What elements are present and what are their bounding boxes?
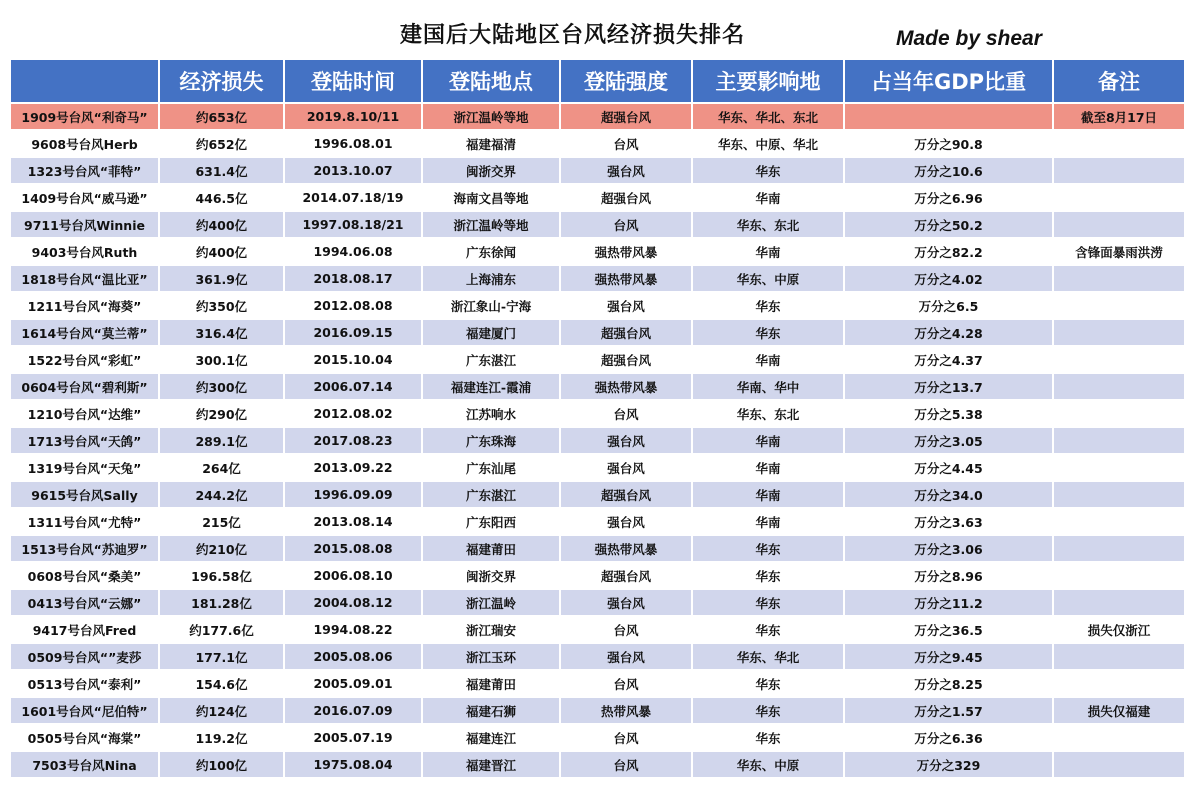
landfall-date-cell: 2006.07.14 bbox=[284, 373, 422, 400]
landfall-location-cell: 福建连江-霞浦 bbox=[422, 373, 560, 400]
region-cell: 华南 bbox=[692, 427, 844, 454]
table-body bbox=[11, 103, 1185, 778]
region-cell: 华东、东北 bbox=[692, 211, 844, 238]
landfall-date-cell: 1997.08.18/21 bbox=[284, 211, 422, 238]
region-cell: 华南、华中 bbox=[692, 373, 844, 400]
landfall-location-cell: 广东湛江 bbox=[422, 481, 560, 508]
region-cell: 华东、中原、华北 bbox=[692, 130, 844, 157]
note-cell: 损失仅浙江 bbox=[1053, 616, 1185, 643]
typhoon-name-cell: 1211号台风“海葵” bbox=[11, 292, 159, 319]
loss-cell: 约652亿 bbox=[159, 130, 284, 157]
intensity-cell: 台风 bbox=[560, 616, 692, 643]
landfall-date-cell: 2012.08.08 bbox=[284, 292, 422, 319]
landfall-date-cell: 2019.8.10/11 bbox=[284, 103, 422, 130]
landfall-location-cell: 福建连江 bbox=[422, 724, 560, 751]
intensity-cell: 强台风 bbox=[560, 454, 692, 481]
landfall-location-cell: 广东汕尾 bbox=[422, 454, 560, 481]
loss-cell: 215亿 bbox=[159, 508, 284, 535]
typhoon-name-cell: 7503号台风Nina bbox=[11, 751, 159, 778]
column-header-region: 主要影响地 bbox=[692, 60, 844, 103]
note-cell bbox=[1053, 535, 1185, 562]
table-row bbox=[11, 238, 1185, 265]
landfall-location-cell: 浙江瑞安 bbox=[422, 616, 560, 643]
table-row bbox=[11, 292, 1185, 319]
table-row bbox=[11, 265, 1185, 292]
table-header-row bbox=[11, 60, 1185, 103]
landfall-date-cell: 2013.10.07 bbox=[284, 157, 422, 184]
intensity-cell: 台风 bbox=[560, 130, 692, 157]
table-row bbox=[11, 319, 1185, 346]
loss-cell: 约400亿 bbox=[159, 211, 284, 238]
note-cell: 含锋面暴雨洪涝 bbox=[1053, 238, 1185, 265]
region-cell: 华东 bbox=[692, 697, 844, 724]
typhoon-name-cell: 0604号台风“碧利斯” bbox=[11, 373, 159, 400]
note-cell bbox=[1053, 211, 1185, 238]
region-cell: 华南 bbox=[692, 184, 844, 211]
landfall-location-cell: 广东湛江 bbox=[422, 346, 560, 373]
region-cell: 华东 bbox=[692, 292, 844, 319]
note-cell bbox=[1053, 184, 1185, 211]
loss-cell: 631.4亿 bbox=[159, 157, 284, 184]
table-row-highlighted bbox=[11, 103, 1185, 130]
typhoon-name-cell: 0509号台风“”麦莎 bbox=[11, 643, 159, 670]
column-header-intensity: 登陆强度 bbox=[560, 60, 692, 103]
note-cell bbox=[1053, 508, 1185, 535]
landfall-location-cell: 江苏响水 bbox=[422, 400, 560, 427]
typhoon-name-cell: 1409号台风“威马逊” bbox=[11, 184, 159, 211]
landfall-location-cell: 福建厦门 bbox=[422, 319, 560, 346]
landfall-location-cell: 福建莆田 bbox=[422, 535, 560, 562]
table-row bbox=[11, 751, 1185, 778]
gdp-ratio-cell: 万分之82.2 bbox=[844, 238, 1053, 265]
note-cell bbox=[1053, 589, 1185, 616]
gdp-ratio-cell: 万分之3.63 bbox=[844, 508, 1053, 535]
typhoon-name-cell: 1601号台风“尼伯特” bbox=[11, 697, 159, 724]
table-row bbox=[11, 589, 1185, 616]
landfall-date-cell: 2004.08.12 bbox=[284, 589, 422, 616]
landfall-date-cell: 2017.08.23 bbox=[284, 427, 422, 454]
typhoon-name-cell: 1210号台风“达维” bbox=[11, 400, 159, 427]
gdp-ratio-cell: 万分之34.0 bbox=[844, 481, 1053, 508]
intensity-cell: 强台风 bbox=[560, 589, 692, 616]
region-cell: 华南 bbox=[692, 454, 844, 481]
typhoon-name-cell: 1522号台风“彩虹” bbox=[11, 346, 159, 373]
landfall-date-cell: 1975.08.04 bbox=[284, 751, 422, 778]
region-cell: 华南 bbox=[692, 481, 844, 508]
intensity-cell: 台风 bbox=[560, 670, 692, 697]
note-cell bbox=[1053, 265, 1185, 292]
gdp-ratio-cell: 万分之6.5 bbox=[844, 292, 1053, 319]
table-row bbox=[11, 346, 1185, 373]
intensity-cell: 超强台风 bbox=[560, 346, 692, 373]
author-credit: Made by shear bbox=[896, 27, 1042, 50]
landfall-date-cell: 1996.08.01 bbox=[284, 130, 422, 157]
loss-cell: 181.28亿 bbox=[159, 589, 284, 616]
loss-cell: 300.1亿 bbox=[159, 346, 284, 373]
region-cell: 华东、中原 bbox=[692, 265, 844, 292]
table-row bbox=[11, 616, 1185, 643]
loss-cell: 约290亿 bbox=[159, 400, 284, 427]
gdp-ratio-cell bbox=[844, 103, 1053, 130]
landfall-date-cell: 2005.09.01 bbox=[284, 670, 422, 697]
landfall-location-cell: 浙江玉环 bbox=[422, 643, 560, 670]
landfall-date-cell: 2016.07.09 bbox=[284, 697, 422, 724]
landfall-location-cell: 福建晋江 bbox=[422, 751, 560, 778]
typhoon-name-cell: 9608号台风Herb bbox=[11, 130, 159, 157]
loss-cell: 316.4亿 bbox=[159, 319, 284, 346]
table-row bbox=[11, 454, 1185, 481]
column-header-notes: 备注 bbox=[1053, 60, 1185, 103]
gdp-ratio-cell: 万分之90.8 bbox=[844, 130, 1053, 157]
gdp-ratio-cell: 万分之9.45 bbox=[844, 643, 1053, 670]
column-header-loss: 经济损失 bbox=[159, 60, 284, 103]
landfall-date-cell: 1994.06.08 bbox=[284, 238, 422, 265]
region-cell: 华东、华北、东北 bbox=[692, 103, 844, 130]
typhoon-name-cell: 9403号台风Ruth bbox=[11, 238, 159, 265]
typhoon-name-cell: 1713号台风“天鸽” bbox=[11, 427, 159, 454]
landfall-date-cell: 1994.08.22 bbox=[284, 616, 422, 643]
intensity-cell: 强台风 bbox=[560, 508, 692, 535]
landfall-location-cell: 福建石狮 bbox=[422, 697, 560, 724]
region-cell: 华东 bbox=[692, 670, 844, 697]
region-cell: 华东、中原 bbox=[692, 751, 844, 778]
intensity-cell: 强台风 bbox=[560, 427, 692, 454]
loss-cell: 约400亿 bbox=[159, 238, 284, 265]
loss-cell: 289.1亿 bbox=[159, 427, 284, 454]
gdp-ratio-cell: 万分之4.45 bbox=[844, 454, 1053, 481]
landfall-location-cell: 海南文昌等地 bbox=[422, 184, 560, 211]
landfall-date-cell: 2015.10.04 bbox=[284, 346, 422, 373]
region-cell: 华东、东北 bbox=[692, 400, 844, 427]
intensity-cell: 强热带风暴 bbox=[560, 265, 692, 292]
gdp-ratio-cell: 万分之11.2 bbox=[844, 589, 1053, 616]
table-row bbox=[11, 481, 1185, 508]
gdp-ratio-cell: 万分之5.38 bbox=[844, 400, 1053, 427]
gdp-ratio-cell: 万分之13.7 bbox=[844, 373, 1053, 400]
gdp-ratio-cell: 万分之8.25 bbox=[844, 670, 1053, 697]
intensity-cell: 台风 bbox=[560, 724, 692, 751]
region-cell: 华南 bbox=[692, 238, 844, 265]
typhoon-name-cell: 1323号台风“菲特” bbox=[11, 157, 159, 184]
note-cell bbox=[1053, 643, 1185, 670]
loss-cell: 196.58亿 bbox=[159, 562, 284, 589]
loss-cell: 154.6亿 bbox=[159, 670, 284, 697]
gdp-ratio-cell: 万分之6.96 bbox=[844, 184, 1053, 211]
intensity-cell: 超强台风 bbox=[560, 319, 692, 346]
loss-cell: 约653亿 bbox=[159, 103, 284, 130]
landfall-location-cell: 福建福清 bbox=[422, 130, 560, 157]
loss-cell: 244.2亿 bbox=[159, 481, 284, 508]
table-row bbox=[11, 427, 1185, 454]
note-cell bbox=[1053, 481, 1185, 508]
note-cell bbox=[1053, 427, 1185, 454]
note-cell: 截至8月17日 bbox=[1053, 103, 1185, 130]
table-row bbox=[11, 562, 1185, 589]
region-cell: 华东 bbox=[692, 157, 844, 184]
table-row bbox=[11, 724, 1185, 751]
intensity-cell: 台风 bbox=[560, 211, 692, 238]
region-cell: 华南 bbox=[692, 508, 844, 535]
note-cell bbox=[1053, 292, 1185, 319]
landfall-location-cell: 浙江温岭等地 bbox=[422, 103, 560, 130]
table-row bbox=[11, 643, 1185, 670]
region-cell: 华东 bbox=[692, 589, 844, 616]
gdp-ratio-cell: 万分之36.5 bbox=[844, 616, 1053, 643]
intensity-cell: 强热带风暴 bbox=[560, 238, 692, 265]
loss-cell: 119.2亿 bbox=[159, 724, 284, 751]
table-row bbox=[11, 508, 1185, 535]
intensity-cell: 超强台风 bbox=[560, 562, 692, 589]
intensity-cell: 超强台风 bbox=[560, 481, 692, 508]
intensity-cell: 热带风暴 bbox=[560, 697, 692, 724]
intensity-cell: 强台风 bbox=[560, 643, 692, 670]
typhoon-name-cell: 1909号台风“利奇马” bbox=[11, 103, 159, 130]
landfall-location-cell: 广东徐闻 bbox=[422, 238, 560, 265]
gdp-ratio-cell: 万分之4.02 bbox=[844, 265, 1053, 292]
typhoon-name-cell: 1319号台风“天兔” bbox=[11, 454, 159, 481]
intensity-cell: 强热带风暴 bbox=[560, 535, 692, 562]
intensity-cell: 强台风 bbox=[560, 292, 692, 319]
intensity-cell: 强台风 bbox=[560, 157, 692, 184]
region-cell: 华东 bbox=[692, 616, 844, 643]
table-row bbox=[11, 697, 1185, 724]
note-cell bbox=[1053, 454, 1185, 481]
landfall-location-cell: 浙江温岭等地 bbox=[422, 211, 560, 238]
landfall-date-cell: 2015.08.08 bbox=[284, 535, 422, 562]
typhoon-name-cell: 0505号台风“海棠” bbox=[11, 724, 159, 751]
landfall-date-cell: 2006.08.10 bbox=[284, 562, 422, 589]
note-cell bbox=[1053, 751, 1185, 778]
loss-cell: 约210亿 bbox=[159, 535, 284, 562]
landfall-date-cell: 2014.07.18/19 bbox=[284, 184, 422, 211]
typhoon-name-cell: 1513号台风“苏迪罗” bbox=[11, 535, 159, 562]
typhoon-loss-table bbox=[11, 60, 1186, 779]
intensity-cell: 超强台风 bbox=[560, 184, 692, 211]
page-title: 建国后大陆地区台风经济损失排名 bbox=[400, 23, 746, 48]
typhoon-name-cell: 1311号台风“尤特” bbox=[11, 508, 159, 535]
typhoon-name-cell: 9711号台风Winnie bbox=[11, 211, 159, 238]
table-row bbox=[11, 400, 1185, 427]
loss-cell: 约177.6亿 bbox=[159, 616, 284, 643]
loss-cell: 264亿 bbox=[159, 454, 284, 481]
landfall-date-cell: 2005.08.06 bbox=[284, 643, 422, 670]
region-cell: 华东 bbox=[692, 562, 844, 589]
gdp-ratio-cell: 万分之329 bbox=[844, 751, 1053, 778]
note-cell bbox=[1053, 373, 1185, 400]
loss-cell: 约100亿 bbox=[159, 751, 284, 778]
note-cell: 损失仅福建 bbox=[1053, 697, 1185, 724]
typhoon-name-cell: 1818号台风“温比亚” bbox=[11, 265, 159, 292]
landfall-date-cell: 1996.09.09 bbox=[284, 481, 422, 508]
region-cell: 华东、华北 bbox=[692, 643, 844, 670]
loss-cell: 446.5亿 bbox=[159, 184, 284, 211]
table-row bbox=[11, 211, 1185, 238]
landfall-date-cell: 2012.08.02 bbox=[284, 400, 422, 427]
table-row bbox=[11, 373, 1185, 400]
region-cell: 华东 bbox=[692, 535, 844, 562]
intensity-cell: 台风 bbox=[560, 400, 692, 427]
typhoon-name-cell: 1614号台风“莫兰蒂” bbox=[11, 319, 159, 346]
region-cell: 华东 bbox=[692, 724, 844, 751]
intensity-cell: 超强台风 bbox=[560, 103, 692, 130]
loss-cell: 约300亿 bbox=[159, 373, 284, 400]
table-row bbox=[11, 130, 1185, 157]
table-row bbox=[11, 157, 1185, 184]
landfall-date-cell: 2013.09.22 bbox=[284, 454, 422, 481]
column-header-date: 登陆时间 bbox=[284, 60, 422, 103]
landfall-location-cell: 浙江象山-宁海 bbox=[422, 292, 560, 319]
note-cell bbox=[1053, 346, 1185, 373]
landfall-date-cell: 2005.07.19 bbox=[284, 724, 422, 751]
gdp-ratio-cell: 万分之4.28 bbox=[844, 319, 1053, 346]
gdp-ratio-cell: 万分之1.57 bbox=[844, 697, 1053, 724]
landfall-location-cell: 闽浙交界 bbox=[422, 562, 560, 589]
gdp-ratio-cell: 万分之3.05 bbox=[844, 427, 1053, 454]
gdp-ratio-cell: 万分之8.96 bbox=[844, 562, 1053, 589]
loss-cell: 约124亿 bbox=[159, 697, 284, 724]
gdp-ratio-cell: 万分之10.6 bbox=[844, 157, 1053, 184]
landfall-date-cell: 2016.09.15 bbox=[284, 319, 422, 346]
note-cell bbox=[1053, 562, 1185, 589]
note-cell bbox=[1053, 724, 1185, 751]
gdp-ratio-cell: 万分之6.36 bbox=[844, 724, 1053, 751]
typhoon-name-cell: 0513号台风“泰利” bbox=[11, 670, 159, 697]
region-cell: 华南 bbox=[692, 346, 844, 373]
table-row bbox=[11, 184, 1185, 211]
landfall-location-cell: 广东珠海 bbox=[422, 427, 560, 454]
landfall-date-cell: 2013.08.14 bbox=[284, 508, 422, 535]
gdp-ratio-cell: 万分之50.2 bbox=[844, 211, 1053, 238]
typhoon-name-cell: 0413号台风“云娜” bbox=[11, 589, 159, 616]
typhoon-name-cell: 9615号台风Sally bbox=[11, 481, 159, 508]
note-cell bbox=[1053, 319, 1185, 346]
typhoon-name-cell: 9417号台风Fred bbox=[11, 616, 159, 643]
column-header-name bbox=[11, 60, 159, 103]
loss-cell: 361.9亿 bbox=[159, 265, 284, 292]
gdp-ratio-cell: 万分之4.37 bbox=[844, 346, 1053, 373]
landfall-location-cell: 闽浙交界 bbox=[422, 157, 560, 184]
loss-cell: 177.1亿 bbox=[159, 643, 284, 670]
region-cell: 华东 bbox=[692, 319, 844, 346]
column-header-gdp-ratio: 占当年GDP比重 bbox=[844, 60, 1053, 103]
typhoon-name-cell: 0608号台风“桑美” bbox=[11, 562, 159, 589]
intensity-cell: 强热带风暴 bbox=[560, 373, 692, 400]
note-cell bbox=[1053, 400, 1185, 427]
note-cell bbox=[1053, 157, 1185, 184]
intensity-cell: 台风 bbox=[560, 751, 692, 778]
table-row bbox=[11, 535, 1185, 562]
table-row bbox=[11, 670, 1185, 697]
landfall-location-cell: 上海浦东 bbox=[422, 265, 560, 292]
landfall-date-cell: 2018.08.17 bbox=[284, 265, 422, 292]
landfall-location-cell: 浙江温岭 bbox=[422, 589, 560, 616]
loss-cell: 约350亿 bbox=[159, 292, 284, 319]
landfall-location-cell: 广东阳西 bbox=[422, 508, 560, 535]
note-cell bbox=[1053, 670, 1185, 697]
column-header-location: 登陆地点 bbox=[422, 60, 560, 103]
gdp-ratio-cell: 万分之3.06 bbox=[844, 535, 1053, 562]
note-cell bbox=[1053, 130, 1185, 157]
landfall-location-cell: 福建莆田 bbox=[422, 670, 560, 697]
